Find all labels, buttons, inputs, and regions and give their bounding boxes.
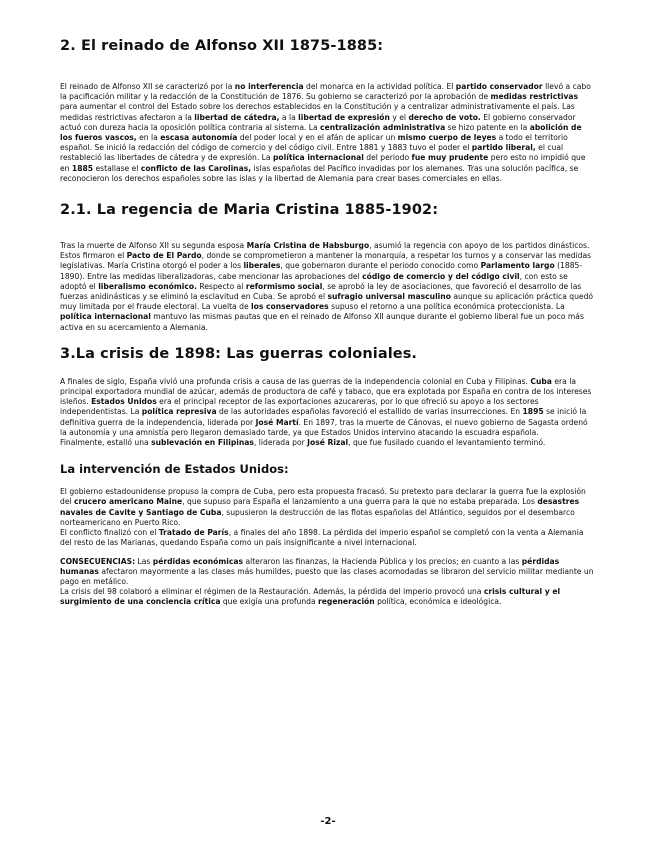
section-title-regencia-maria-cristina: 2.1. La regencia de Maria Cristina 1885-1902: (60, 202, 439, 219)
bold-term: partido conservador (455, 82, 543, 91)
paragraph-consecuencias: CONSECUENCIAS: Las pérdidas económicas alteraron las finanzas, la Hacienda Pública y los precios; en cuanto a las pérdidas humanas afectaron mayormente a las clases más humildes, puesto que las clases acomodadas se libraron del servicio militar mediante un pago en metálico. La crisis del 98 colaboró a eliminar el régimen de la Restauración. Además, la pérdida del imperio provocó una crisis cultural y el surgimiento de una conciencia crítica que exigía una profunda regeneración política, económica e ideológica. (60, 556, 594, 607)
bold-term: 1895 (522, 407, 544, 417)
bold-term: regeneración (318, 597, 375, 607)
bold-term: Cuba (530, 376, 552, 386)
bold-term: libertad de expresión (298, 112, 390, 122)
bold-term: conflicto de las Carolinas, (140, 163, 252, 173)
paragraph-crisis-1898: A finales de siglo, España vivió una profunda crisis a causa de las guerras de la independencia colonial en Cuba y Filipinas. Cuba era la principal exportadora mundial de azúcar, además de productora de café y tabaco, que era explotada por España en contra de los intereses isleños. Estados Unidos era el principal receptor de las exportaciones azucareras, por lo que ofreció su apoyo a los sectores independentistas. La política represiva de las autoridades españolas favoreció el estallido de varias insurrecciones. En 1895 se inició la definitiva guerra de la independencia, liderada por José Martí. En 1897, tras la muerte de Cánovas, el nuevo gobierno de Sagasta ordenó la autonomía y una amnistía pero llegaron demasiado tarde, ya que Estados Unidos intervino atacando la escuadra española. Finalmente, estalló una sublevación en Filipinas, liderada por José Rizal, que fue fusilado cuando el levantamiento terminó. (60, 376, 592, 448)
bold-term: crisis cultural y el surgimiento de una conciencia crítica (60, 587, 561, 607)
bold-term: Pacto de El Pardo (126, 251, 202, 261)
bold-term: código de comercio y del código civil (362, 271, 520, 281)
bold-term: política internacional (60, 312, 151, 322)
bold-term: crucero americano Maine (74, 497, 183, 507)
section-title-reinado-alfonso-xii: 2. El reinado de Alfonso XII 1875-1885: (60, 38, 384, 54)
bold-term: Estados Unidos (91, 397, 157, 407)
paragraph-intervencion-eeuu: El gobierno estadounidense propuso la compra de Cuba, pero esta propuesta fracasó. Su pretexto para declarar la guerra fue la explosión del crucero americano Maine, que supuso para España el lanzamiento a una guerra para la que no estaba preparada. Los desastres navales de Cavite y Santiago de Cuba, supusieron la destrucción de las flotas españolas del Atlántico, seguidos por el desembarco norteamericano en Puerto Rico. El conflicto finalizó con el Tratado de París, a finales del año 1898. La pérdida del imperio español se completó con la venta a Alemania del resto de las Marianas, quedando España como un país insignificante a nivel internacional. (60, 487, 586, 548)
bold-term: partido liberal, (471, 143, 536, 153)
bold-term: política internacional (272, 153, 364, 163)
bold-term: José Martí (255, 417, 299, 427)
bold-term: pérdidas humanas (60, 556, 560, 576)
bold-term: abolición de los fueros vascos, (60, 122, 582, 143)
bold-term: desastres navales de Cavite y Santiago de Cuba (60, 497, 580, 517)
paragraph-regencia-maria-cristina: Tras la muerte de Alfonso XII su segunda esposa María Cristina de Habsburgo, asumió la regencia con apoyo de los partidos dinásticos. Estos firmaron el Pacto de El Pardo, donde se comprometieron a mantener la monarquía, a respetar los turnos y a conservar las medidas legislativas. María Cristina otorgó el poder a los liberales, que gobernaron durante el periodo conocido como Parlamento largo (1885- 1890). Entre las medidas liberalizadoras, cabe mencionar las aprobaciones del código de comercio y del código civil, con esto se adoptó el liberalismo económico. Respecto al reformismo social, se aprobó la ley de asociaciones, que favoreció el desarrollo de las fuerzas anidinásticas y se eliminó la esclavitud en Cuba. Se aprobó el sufragio universal masculino aunque su aplicación práctica quedó muy limitada por el fraude electoral. La vuelta de los conservadores supuso el retorno a una política económica proteccionista. La política internacional mantuvo las mismas pautas que en el reinado de Alfonso XII aunque durante el gobierno liberal fue un poco más activa en su acercamiento a Alemania. (60, 241, 594, 332)
bold-term: liberales (243, 261, 281, 271)
bold-term: reformismo social (245, 281, 323, 291)
bold-term: Tratado de París (158, 528, 229, 538)
bold-term: mismo cuerpo de leyes (397, 133, 497, 143)
bold-term: María Cristina de Habsburgo (246, 241, 370, 251)
section-title-crisis-1898: 3.La crisis de 1898: Las guerras coloniales. (60, 345, 418, 362)
bold-term: derecho de voto. (408, 112, 481, 122)
bold-term: CONSECUENCIAS: (60, 556, 136, 566)
page-number: -2- (320, 816, 336, 827)
bold-term: centralización administrativa (320, 122, 446, 132)
bold-term: los conservadores (251, 302, 329, 312)
bold-term: Parlamento largo (480, 261, 555, 271)
bold-term: libertad de cátedra, (194, 112, 280, 122)
bold-term: política represiva (141, 407, 217, 417)
bold-term: escasa autonomía (160, 133, 238, 143)
bold-term: liberalismo económico. (98, 281, 197, 291)
paragraph-reinado-alfonso-xii: El reinado de Alfonso XII se caracterizó por la no interferencia del monarca en la actividad política. El partido conservador llevó a cabo la pacificación militar y la redacción de la Constitución de 1876. Su gobierno se caracterizó por la aprobación de medidas restrictivas para aumentar el control del Estado sobre los derechos establecidos en la Constitución y a centralizar administrativamente el país. Las medidas restrictivas afectaron a la libertad de cátedra, a la libertad de expresión y el derecho de voto. El gobierno conservador actuó con dureza hacia la oposición política contraria al sistema. La centralización administrativa se hizo patente en la abolición de los fueros vascos, en la escasa autonomía del poder local y en el afán de aplicar un mismo cuerpo de leyes a todo el territorio español. Se inició la redacción del código de comercio y del código civil. Entre 1881 y 1883 tuvo el poder el partido liberal, el cual restableció las libertades de cátedra y de expresión. La política internacional del periodo fue muy prudente pero esto no impidió que en 1885 estallase el conflicto de las Carolinas, islas españolas del Pacífico invadidas por los alemanes. Tras una solución pacífica, se reconocieron los derechos españoles sobre las islas y la libertad de Alemania para crear bases comerciales en ellas. (60, 82, 591, 183)
bold-term: no interferencia (234, 82, 304, 91)
bold-term: sufragio universal masculino (327, 292, 451, 302)
bold-term: fue muy prudente (411, 153, 489, 163)
bold-term: José Rizal (307, 438, 349, 448)
bold-term: medidas restrictivas (490, 92, 579, 102)
section-title-intervencion-eeuu: La intervención de Estados Unidos: (60, 462, 289, 477)
bold-term: pérdidas económicas (152, 556, 244, 566)
bold-term: 1885 (71, 163, 94, 173)
bold-term: sublevación en Filipinas (151, 438, 254, 448)
